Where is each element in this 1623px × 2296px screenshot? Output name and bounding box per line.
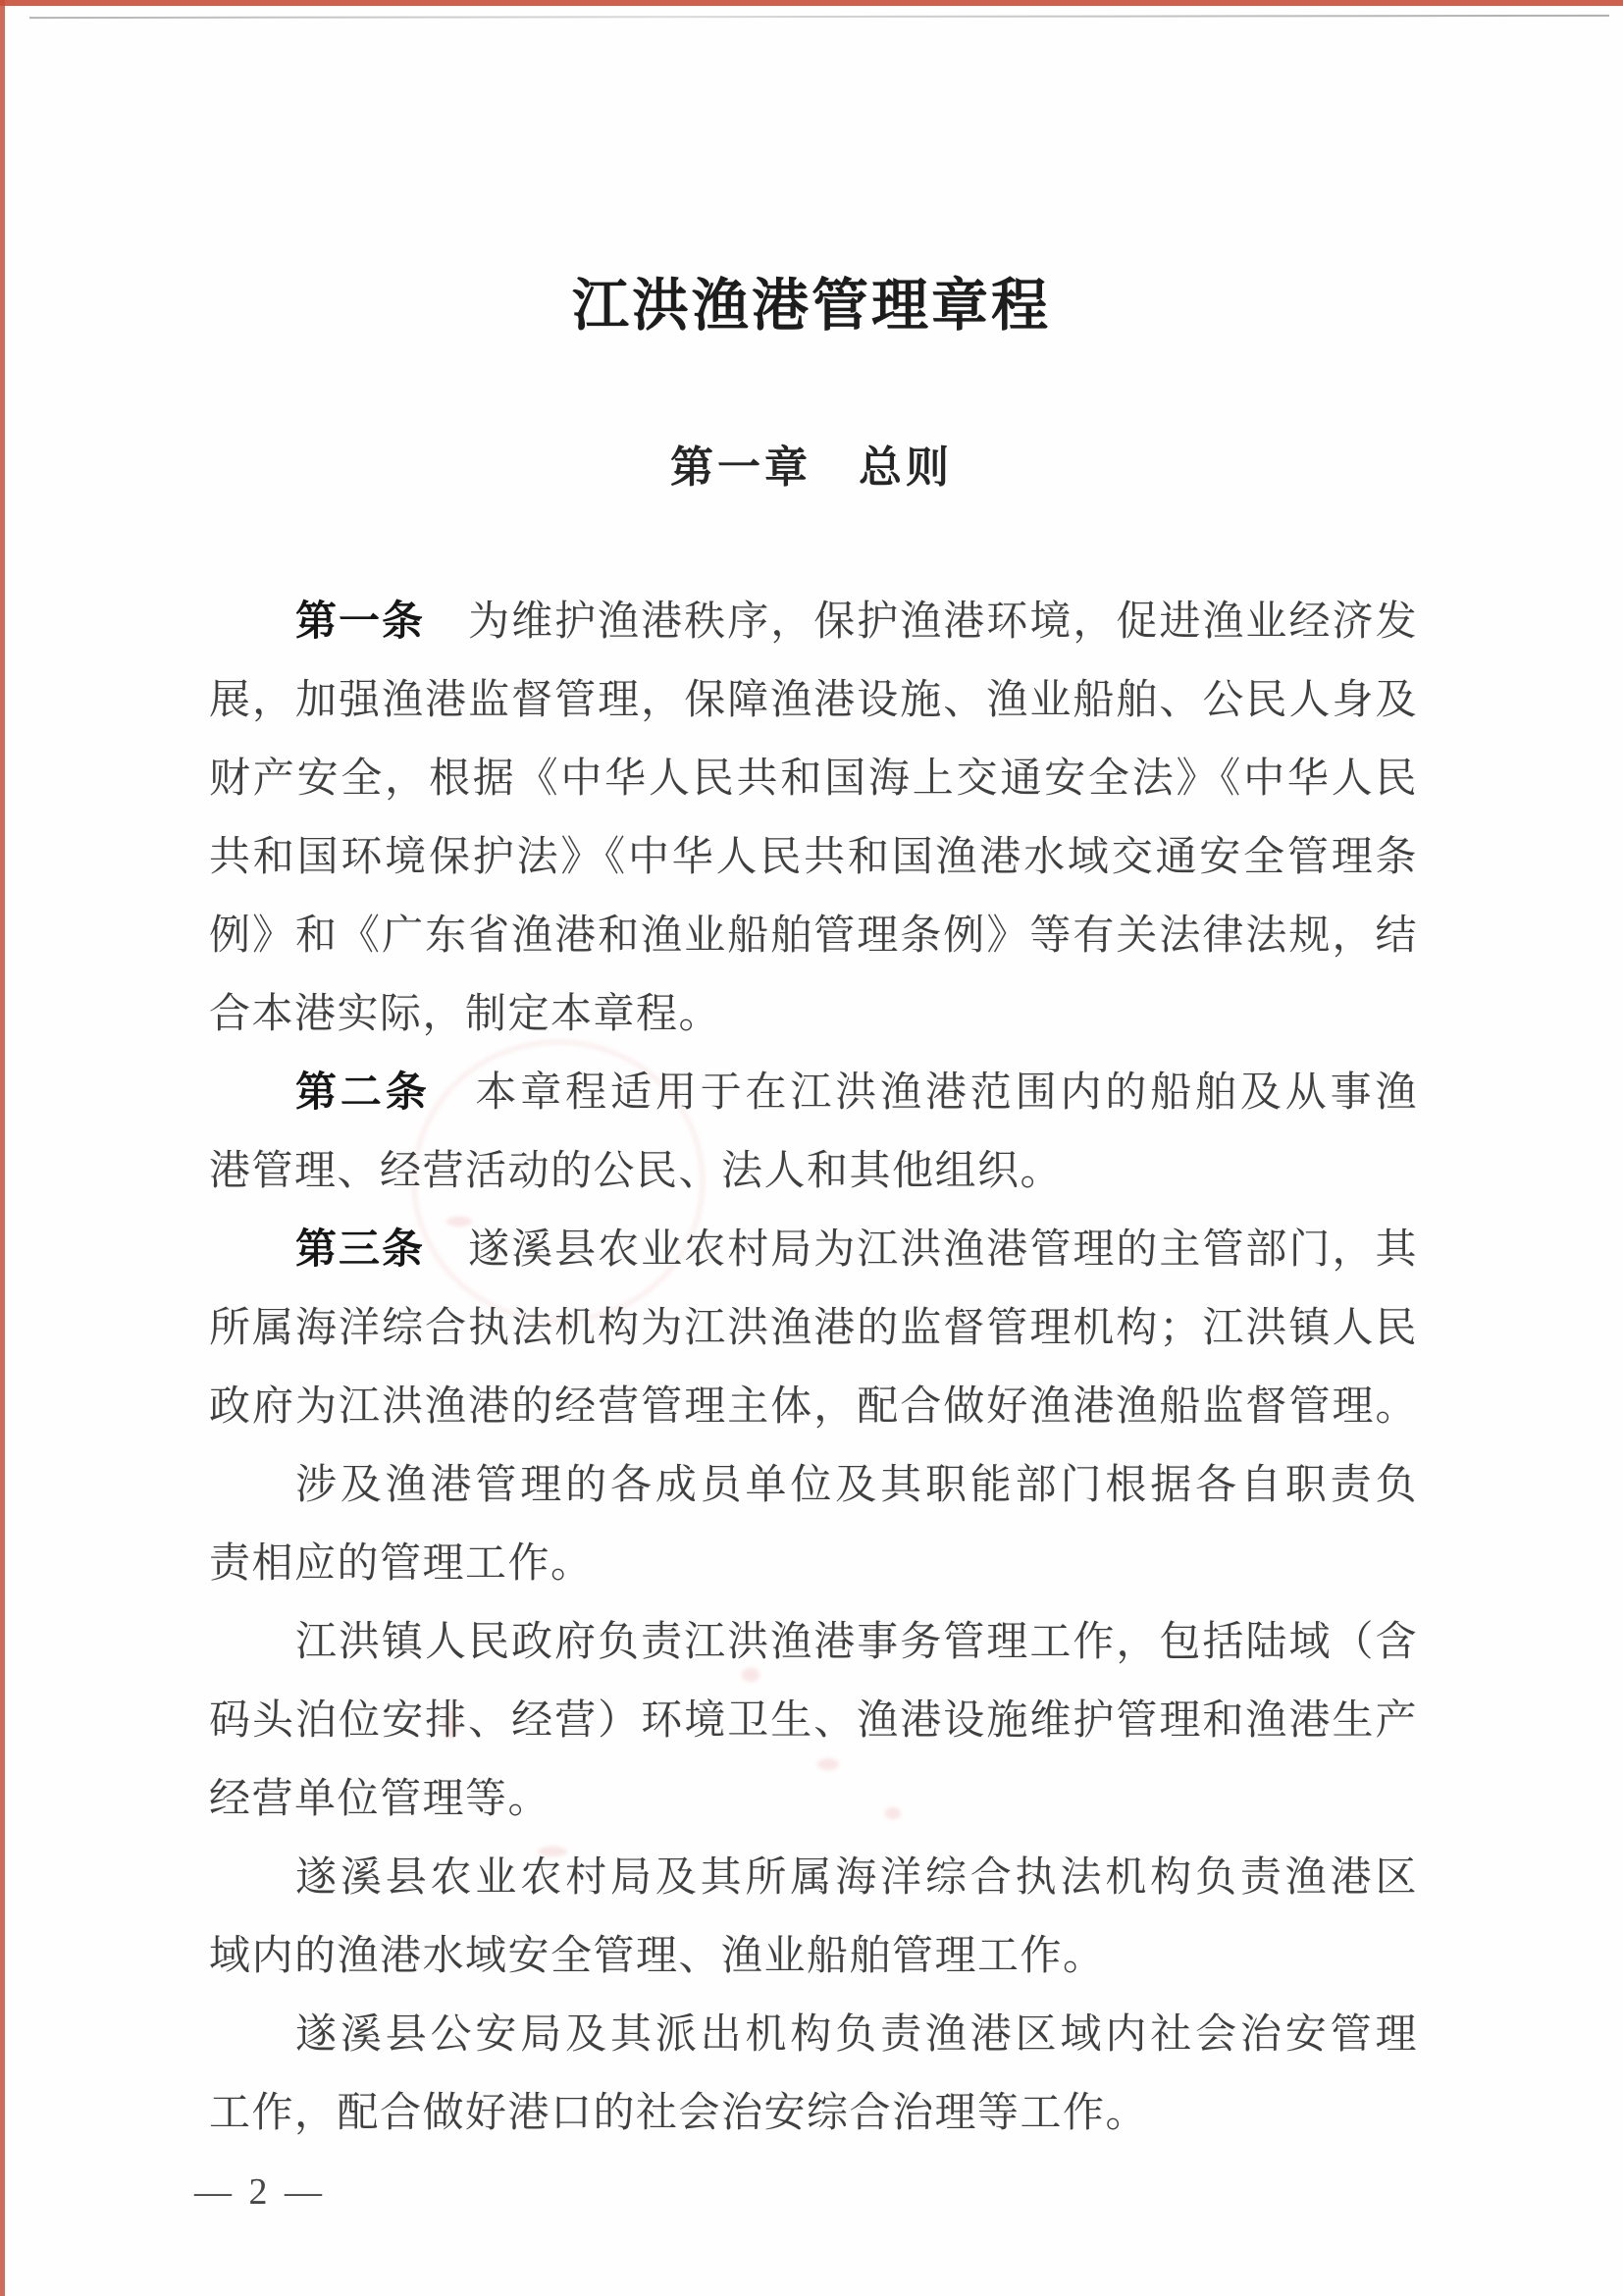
body-line (209, 583, 1418, 661)
scan-artifact-line (29, 15, 1609, 19)
line-text: 工作，配合做好港口的社会治安综合治理等工作。 (209, 2091, 1149, 2136)
body-line (209, 740, 1418, 818)
line-text: 政府为江洪渔港的经营管理主体，配合做好渔港渔船监督管理。 (209, 1384, 1418, 1430)
body-line (209, 1603, 1418, 1682)
body-line (209, 897, 1418, 975)
body-line (209, 1211, 1418, 1289)
line-text: 责相应的管理工作。 (209, 1541, 594, 1587)
line-text: 为维护渔港秩序，保护渔港环境，促进渔业经济发 (425, 600, 1418, 645)
body-line (209, 1054, 1418, 1132)
document-body (209, 583, 1418, 2153)
body-line (209, 1682, 1418, 1760)
body-line (209, 661, 1418, 740)
line-text: 涉及渔港管理的各成员单位及其职能部门根据各自职责负 (295, 1463, 1418, 1508)
line-text: 遂溪县农业农村局及其所属海洋综合执法机构负责渔港区 (295, 1855, 1418, 1901)
line-text: 港管理、经营活动的公民、法人和其他组织。 (209, 1149, 1064, 1194)
line-text: 江洪镇人民政府负责江洪渔港事务管理工作，包括陆域（含 (295, 1620, 1418, 1665)
scan-edge-top (0, 0, 1623, 6)
body-line (209, 1446, 1418, 1525)
article-number: 第二条 (295, 1070, 431, 1116)
body-line (209, 1839, 1418, 1917)
line-text: 所属海洋综合执法机构为江洪渔港的监督管理机构；江洪镇人民 (209, 1306, 1418, 1351)
body-line (209, 975, 1418, 1054)
line-text: 本章程适用于在江洪渔港范围内的船舶及从事渔 (430, 1070, 1418, 1116)
body-line (209, 1289, 1418, 1368)
article-number: 第一条 (295, 600, 426, 645)
line-text: 展，加强渔港监督管理，保障渔港设施、渔业船舶、公民人身及 (209, 678, 1418, 723)
body-line (209, 1917, 1418, 1996)
page-number: — 2 — (194, 2171, 326, 2213)
line-text: 合本港实际，制定本章程。 (209, 992, 722, 1037)
article-number: 第三条 (295, 1227, 426, 1273)
body-line (209, 1525, 1418, 1603)
line-text: 财产安全，根据《中华人民共和国海上交通安全法》《中华人民 (209, 757, 1418, 802)
line-text: 例》和《广东省渔港和渔业船舶管理条例》等有关法律法规，结 (209, 913, 1418, 959)
line-text: 经营单位管理等。 (209, 1777, 551, 1822)
line-text: 码头泊位安排、经营）环境卫生、渔港设施维护管理和渔港生产 (209, 1698, 1418, 1744)
line-text: 共和国环境保护法》《中华人民共和国渔港水域交通安全管理条 (209, 835, 1418, 880)
chapter-heading: 第一章 总则 (670, 444, 953, 492)
body-line (209, 1132, 1418, 1211)
line-text: 遂溪县农业农村局为江洪渔港管理的主管部门，其 (425, 1227, 1418, 1273)
line-text: 遂溪县公安局及其派出机构负责渔港区域内社会治安管理 (295, 2012, 1418, 2058)
body-line (209, 1368, 1418, 1446)
scan-edge-left (0, 0, 5, 2296)
body-line (209, 2074, 1418, 2153)
body-line (209, 1996, 1418, 2074)
body-line (209, 1760, 1418, 1839)
body-line (209, 818, 1418, 897)
document-title: 江洪渔港管理章程 (571, 274, 1051, 338)
line-text: 域内的渔港水域安全管理、渔业船舶管理工作。 (209, 1934, 1106, 1979)
